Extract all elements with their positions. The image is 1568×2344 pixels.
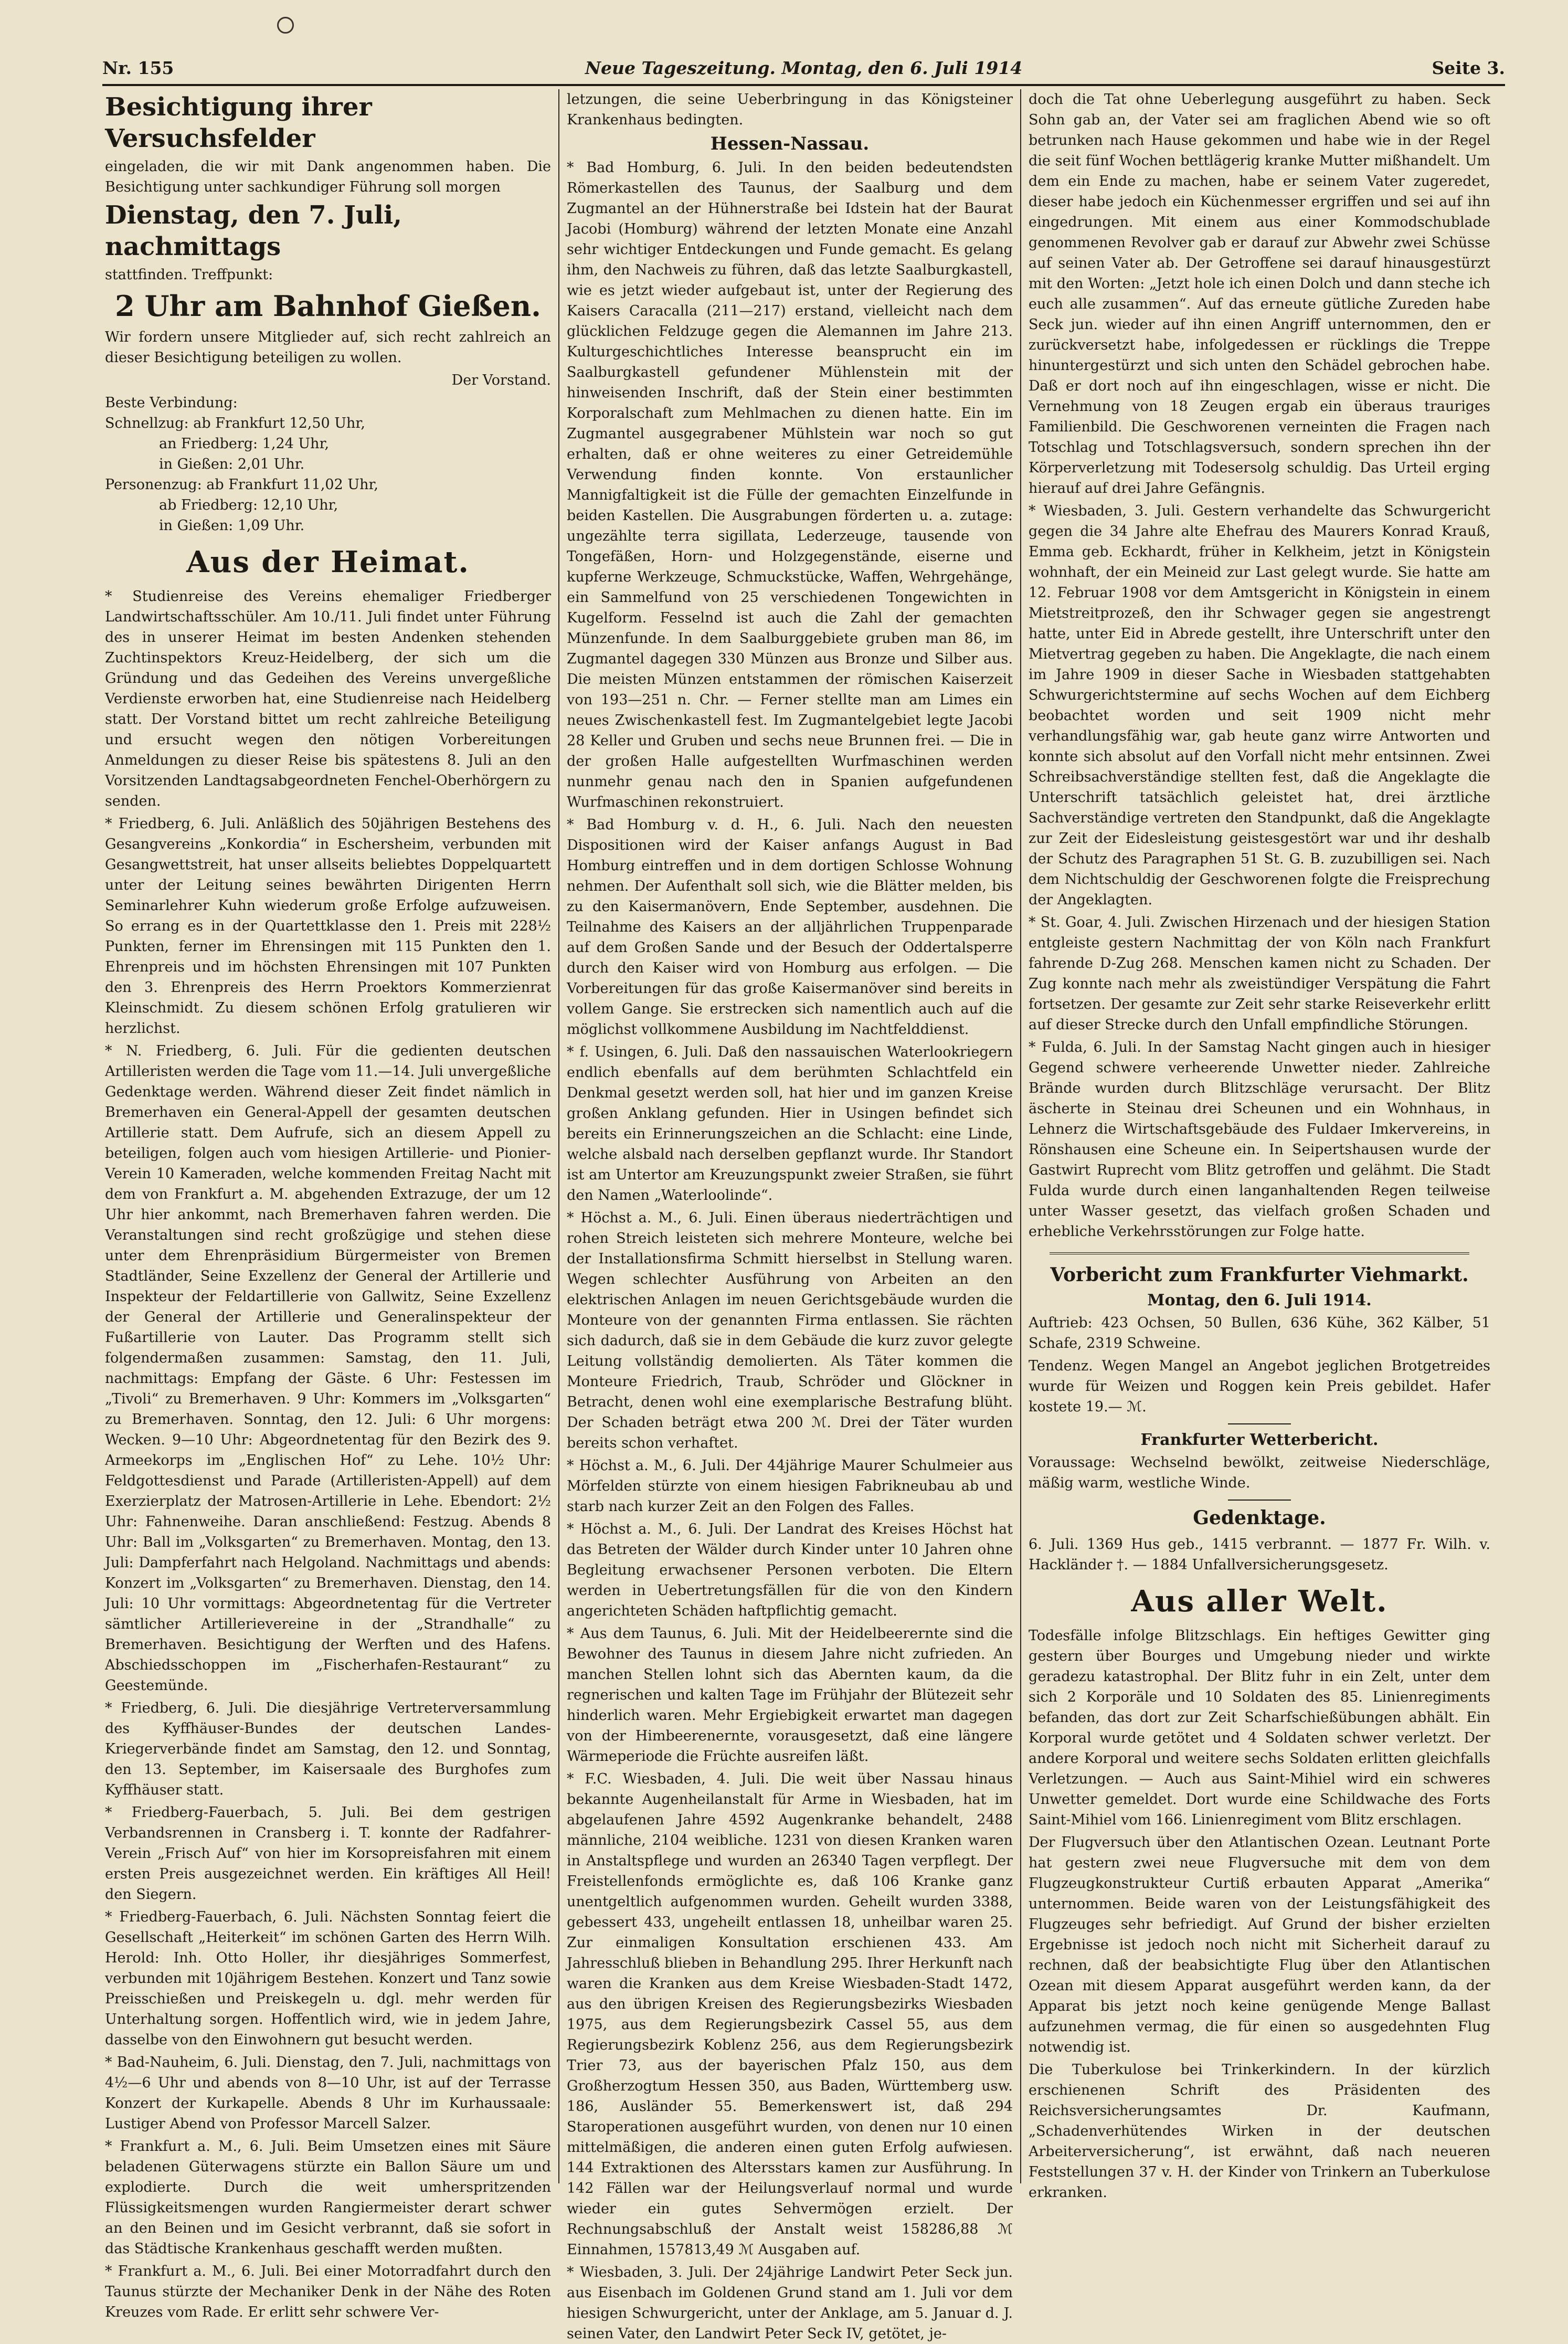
section-heading: Aus aller Welt. [1131, 1584, 1388, 1619]
article: * Höchst a. M., 6. Juli. Einen überaus niederträchtigen und rohen Streich leisteten sich mehrere Monteure, welche bei der Installationsfirma Schmitt hierselbst in Stellung waren. Wegen schlechter Ausführung von Arbeiten an den elektrischen Anlagen im neuen Gerichtsgebäude wurden die Monteure von der genannten Firma entlassen. Sie rächten sich dadurch, daß sie in dem Gebäude die kurz zuvor gelegte Leitung vollständig demolierten. Als Täter kommen die Monteure Friedrich, Traub, Schröder und Glöckner in Betracht, denen wohl eine exemplarische Bestrafung blüht. Der Schaden beträgt etwa 200 ℳ. Drei der Täter wurden bereits schon verhaftet. [567, 1210, 1013, 1451]
market-title: Vorbericht zum Frankfurter Viehmarkt. [1050, 1264, 1469, 1286]
divider [1228, 1500, 1291, 1501]
ad-text: eingeladen, die wir mit Dank angenommen haben. Die Besichtigung unter sachkundiger Führung soll morgen [105, 159, 551, 195]
ad-date: Dienstag, den 7. Juli, nachmittags [105, 200, 402, 261]
article: * Frankfurt a. M., 6. Juli. Beim Umsetzen eines mit Säure beladenen Güterwagens stürzte ein Ballon Säure um und explodierte. Durch die weit umherspritzenden Flüssigkeitsmengen wurden Rangiermeister derart schwer an den Beinen und im Gesicht verbrannt, daß sie sofort in das Städtische Krankenhaus geschafft werden mußten. [105, 2138, 551, 2257]
page-header [102, 58, 1505, 84]
anniversaries-text: 6. Juli. 1369 Hus geb., 1415 verbrannt. — 1877 Fr. Wilh. v. Hackländer †. — 1884 Unfallversicherungsgesetz. [1029, 1536, 1490, 1573]
market-tendency: Tendenz. Wegen Mangel an Angebot jeglichen Brotgetreides wurde für Weizen und Roggen kein Preis gebildet. Hafer kostete 19.— ℳ. [1029, 1358, 1490, 1415]
article: * Frankfurt a. M., 6. Juli. Bei einer Motorradfahrt durch den Taunus stürzte der Mechaniker Denk in der Nähe des Roten Kreuzes vom Rade. Er erlitt sehr schwere Ver- [105, 2263, 551, 2320]
ad-text: Wir fordern unsere Mitglieder auf, sich recht zahlreich an dieser Besichtigung beteiligen zu wollen. [105, 329, 551, 366]
ad-text: stattfinden. Treffpunkt: [105, 267, 273, 283]
ad-signature: Der Vorstand. [451, 372, 551, 388]
article: * N. Friedberg, 6. Juli. Für die gedienten deutschen Artilleristen werden die Tage vom 11.—14. Juli unvergeßliche Gedenktage werden. Während dieser Zeit findet nämlich in Bremerhaven ein General-Appell der gesamten deutschen Artillerie statt. Dem Aufrufe, sich an diesem Appell zu beteiligen, folgen auch vom hiesigen Artillerie- und Pionier-Verein 10 Kameraden, welche kommenden Freitag Nacht mit dem von Frankfurt a. M. abgehenden Extrazuge, der um 12 Uhr hier ankommt, nach Bremerhaven fahren werden. Die Veranstaltungen sind recht großzügige und stehen diese unter dem Ehrenpräsidium Bürgermeister von Bremen Stadtländer, Seine Exzellenz der General der Artillerie und Inspekteur der Feldartillerie von Gallwitz, Seine Exzellenz der General der Artillerie und Generalinspekteur der Fußartillerie von Lauter. Das Programm stellt sich folgendermaßen zusammen: Samstag, den 11. Juli, nachmittags: Empfang der Gäste. 6 Uhr: Festessen im „Tivoli“ zu Bremerhaven. 9 Uhr: Kommers im „Volksgarten“ zu Bremerhaven. Sonntag, den 12. Juli: 6 Uhr morgens: Wecken. 9—10 Uhr: Abgeordnetentag für den Bezirk des 9. Armeekorps im „Englischen Hof“ zu Lehe. 10½ Uhr: Feldgottesdienst und Parade (Artilleristen-Appell) auf dem Exerzierplatz der Matrosen-Artillerie in Lehe. Ebendort: 2½ Uhr: Fahnenweihe. Daran anschließend: Festzug. Abends 8 Uhr: Ball im „Volksgarten“ zu Bremerhaven. Montag, den 13. Juli: Dampferfahrt nach Helgoland. Nachmittags und abends: Konzert im „Volksgarten“ zu Bremerhaven. Dienstag, den 14. Juli: 10 Uhr vormittags: Abgeordnetentag für die Vertreter sämtlicher Artillerievereine in der „Strandhalle“ zu Bremerhaven. Besichtigung der Werften und des Hafens. Abschiedsschoppen im „Fischerhafen-Restaurant“ zu Geestemünde. [105, 1043, 551, 1694]
article: doch die Tat ohne Ueberlegung ausgeführt zu haben. Seck Sohn gab an, der Vater sei am fraglichen Abend wie so oft betrunken nach Hause gekommen und habe wie in der Regel die seit fünf Wochen bettlägerig kranke Mutter mißhandelt. Um dem ein Ende zu machen, habe er seinem Vater zugeredet, dieser habe jedoch ein Küchenmesser ergriffen und sei auf ihn eingedrungen. Mit einem aus einer Kommodschublade genommenen Revolver gab er darauf zur Abwehr zwei Schüsse auf seinen Vater ab. Der Getroffene sei darauf hinausgestürzt mit den Worten: „Jetzt hole ich einen Dolch und dann steche ich euch alle zusammen“. Auf das erneute gütliche Zureden habe Seck jun. wieder auf ihn einen Angriff unternommen, den er zurückversetzt habe, infolgedessen er rücklings die Treppe hinuntergestürzt und sich unten den Schädel gebrochen habe. Daß er dort noch auf ihn eingeschlagen, wisse er nicht. Die Vernehmung von 18 Zeugen ergab ein überaus trauriges Familienbild. Die Geschworenen verneinten die Fragen nach Totschlag und Totschlagsversuch, sondern sprechen ihn der Körperverletzung mit Todesersolg schuldig. Das Urteil erging hierauf auf drei Jahre Gefängnis. [1029, 91, 1490, 497]
article: * Friedberg, 6. Juli. Die diesjährige Vertreterversammlung des Kyffhäuser-Bundes der deutschen Landes-Kriegerverbände findet am Samstag, den 12. und Sonntag, den 13. September, im Kaisersaale des Burghofes zum Kyffhäuser statt. [105, 1700, 551, 1798]
article: * Bad-Nauheim, 6. Juli. Dienstag, den 7. Juli, nachmittags von 4½—6 Uhr und abends von 8—10 Uhr, ist auf der Terrasse Konzert der Kurkapelle. Abends 8 Uhr im Kurhaussaale: Lustiger Abend von Professor Marcell Salzer. [105, 2054, 551, 2132]
punch-hole [277, 17, 294, 34]
market-date: Montag, den 6. Juli 1914. [1147, 1291, 1372, 1310]
column-1 [105, 89, 551, 2320]
article: Todesfälle infolge Blitzschlags. Ein heftiges Gewitter ging gestern über Bourges und Umgebung nieder und wirkte geradezu katastrophal. Der Blitz fuhr in ein Zelt, unter dem sich 2 Korporäle und 10 Soldaten des 85. Linienregiments befanden, das dort zur Zeit Scharfschießübungen abhält. Ein Korporal wurde getötet und 4 Soldaten schwer verletzt. Der andere Korporal und weitere sechs Soldaten erlitten gleichfalls Verletzungen. — Auch aus Saint-Mihiel wird ein schweres Unwetter gemeldet. Dort wurde eine Schildwache des Forts Saint-Mihiel vom 166. Linienregiment vom Blitz erschlagen. [1029, 1628, 1490, 1828]
article: * f. Usingen, 6. Juli. Daß den nassauischen Waterlookriegern endlich ebenfalls auf dem berühmten Schlachtfeld ein Denkmal gesetzt werden soll, hat hier und im ganzen Kreise großen Anklang gefunden. Hier in Usingen befindet sich bereits ein Erinnerungszeichen an die Schlacht: eine Linde, welche alsbald nach derselben gepflanzt wurde. Ihr Standort ist am Untertor am Kreuzungspunkt zweier Straßen, sie führt den Namen „Waterloolinde“. [567, 1044, 1013, 1203]
region-heading: Hessen-Nassau. [710, 133, 870, 154]
column-divider [558, 89, 559, 2183]
article: * Bad Homburg, 6. Juli. In den beiden bedeutendsten Römerkastellen des Taunus, der Saalburg und dem Zugmantel an der Hühnerstraße bei Idstein hat der Baurat Jacobi (Homburg) während der letzten Monate eine Anzahl sehr wichtiger Entdeckungen und Funde gemacht. Es gelang ihm, den Nachweis zu führen, daß das letzte Saalburgkastell, wie es jetzt wieder aufgebaut ist, unter der Regierung des Kaisers Caracalla (211—217) erstand, vielleicht nach dem glücklichen Feldzuge gegen die Alemannen im Jahre 213. Kulturgeschichtliches Interesse beansprucht ein im Saalburgkastell gefundener Mühlenstein mit der hinweisenden Inschrift, daß der Stein einer bestimmten Korporalschaft zum Mehlmachen zu dienen hatte. Ein im Zugmantel ausgegrabener Mühlstein war noch so gut erhalten, daß er ohne weiteres zu einer Getreidemühle Verwendung finden konnte. Von erstaunlicher Mannigfaltigkeit ist die Fülle der gemachten Einzelfunde in beiden Kastellen. Die Ausgrabungen förderten u. a. zutage: ungezählte terra sigillata, Lederzeuge, tausende von Tongefäßen, Horn- und Holzgegenstände, eiserne und kupferne Werkzeuge, Schmuckstücke, Waffen, Wehrgehänge, ein Sammelfund von 25 verschiedenen Tongewichten in Kugelform. Fesselnd ist auch die Zahl der gemachten Münzenfunde. In dem Saalburggebiete gruben man 86, im Zugmantel dagegen 330 Münzen aus Bronze und Silber aus. Die meisten Münzen entstammen der römischen Kaiserzeit von 193—251 n. Chr. — Ferner stellte man am Limes ein neues Zwischenkastell fest. Im Zugmantelgebiet legte Jacobi 28 Keller und Gruben und sechs neue Brunnen frei. — Die in der großen Halle aufgestellten Wurfmaschinen werden nunmehr genau nach den in Spanien aufgefundenen Wurfmaschinen rekonstruiert. [567, 160, 1013, 810]
article: * Wiesbaden, 3. Juli. Der 24jährige Landwirt Peter Seck jun. aus Eisenbach im Goldenen Grund stand am 1. Juli vor dem hiesigen Schwurgericht, unter der Anklage, am 5. Januar d. J. seinen Vater, den Landwirt Peter Seck IV, getötet, je- [567, 2264, 1013, 2342]
masthead-title: Neue Tageszeitung. Montag, den 6. Juli 1914 [585, 58, 1023, 78]
column-3 [1029, 89, 1490, 2201]
page-number: Seite 3. [1432, 58, 1505, 78]
ad-meeting-point: 2 Uhr am Bahnhof Gießen. [115, 289, 541, 323]
article: * Fulda, 6. Juli. In der Samstag Nacht gingen auch in hiesiger Gegend schwere verheerende Unwetter nieder. Zahlreiche Brände wurden durch Blitzschläge verursacht. Der Blitz äscherte in Steinau drei Scheunen und ein Wohnhaus, in Lehnerz die Wirtschaftsgebäude des Fuldaer Imkervereins, in Rönshausen eine Scheune ein. In Seipertshausen wurde der Gastwirt Ruprecht vom Blitz getroffen und gelähmt. Die Stadt Fulda wurde durch einen langanhaltenden Regen teilweise unter Wasser gesetzt, das vielfach großen Schaden und erhebliche Verkehrsstörungen zur Folge hatte. [1029, 1039, 1490, 1240]
article: * Friedberg-Fauerbach, 5. Juli. Bei dem gestrigen Verbandsrennen in Cransberg i. T. konnte der Radfahrer-Verein „Frisch Auf“ von hier im Korsopreisfahren mit einem ersten Preis ausgezeichnet werden. Ein kräftiges All Heil! den Siegern. [105, 1804, 551, 1903]
article: * St. Goar, 4. Juli. Zwischen Hirzenach und der hiesigen Station entgleiste gestern Nachmittag der von Köln nach Frankfurt fahrende D-Zug 268. Menschen kamen nicht zu Schaden. Der Zug konnte nach mehr als zweistündiger Verspätung die Fahrt fortsetzen. Der gesamte zur Zeit sehr starke Reiseverkehr erlitt auf dieser Strecke durch den Unfall empfindliche Störungen. [1029, 914, 1490, 1033]
divider [1228, 1423, 1291, 1424]
column-2 [567, 89, 1013, 2342]
ad-title: Besichtigung ihrer Versuchsfelder [105, 92, 372, 153]
article: Der Flugversuch über den Atlantischen Ozean. Leutnant Porte hat gestern zwei neue Flugversuche mit dem von dem Flugzeugkonstrukteur Curtiß erbauten Apparat „Amerika“ unternommen. Beide waren von der Leistungsfähigkeit des Flugzeuges sehr befriedigt. Auf Grund der bisher erzielten Ergebnisse ist jedoch noch nicht mit Sicherheit darauf zu rechnen, daß der beabsichtigte Flug über den Atlantischen Ozean mit diesem Apparat ausgeführt werden kann, da der Apparat bis jetzt noch keine genügende Menge Ballast aufzunehmen vermag, die für einen so ausgedehnten Flug notwendig ist. [1029, 1834, 1490, 2055]
section-rule [1050, 1252, 1469, 1254]
article: Die Tuberkulose bei Trinkerkindern. In der kürzlich erschienenen Schrift des Präsidenten des Reichsversicherungsamtes Dr. Kaufmann, „Schadenverhütendes Wirken in der deutschen Arbeiterversicherung“, ist erwähnt, daß nach neueren Feststellungen 37 v. H. der Kinder von Trinkern an Tuberkulose erkranken. [1029, 2062, 1490, 2201]
article: * Wiesbaden, 3. Juli. Gestern verhandelte das Schwurgericht gegen die 34 Jahre alte Ehefrau des Maurers Konrad Krauß, Emma geb. Eckhardt, früher in Kelkheim, jetzt in Königstein wohnhaft, der ein Meineid zur Last gelegt wurde. Sie hatte am 12. Februar 1908 vor dem Amtsgericht in Königstein in einem Mietstreitprozeß, den ihr Schwager gegen sie angestrengt hatte, unter Eid in Abrede gestellt, ihre Unterschrift unter den Mietvertrag gegeben zu haben. Die Angeklagte, die nach einem im Jahre 1909 in dieser Sache in Wiesbaden stattgehabten Schwurgerichtstermine auf sechs Wochen auf dem Eichberg beobachtet worden und seit 1909 nicht mehr verhandlungsfähig war, gab heute ganz wirre Antworten und konnte sich absolut auf den Vorfall nicht mehr entsinnen. Zwei Schreibsachverständige stellten fest, daß die Angeklagte die Unterschrift tatsächlich geleistet hat, drei ärztliche Sachverständige vertreten den Standpunkt, daß die Angeklagte zur Zeit der Eidesleistung geistesgestört war und ihr deshalb der Schutz des Paragraphen 51 St. G. B. zuzubilligen sei. Nach dem Nichtschuldig der Geschworenen folgte die Freisprechung der Angeklagten. [1029, 503, 1490, 908]
article: * Aus dem Taunus, 6. Juli. Mit der Heidelbeerernte sind die Bewohner des Taunus in diesem Jahre nicht zufrieden. An manchen Stellen lohnt sich das Abernten kaum, da die regnerischen und kalten Tage im Frühjahr der Blütezeit sehr hinderlich waren. Mehr Ergiebigkeit erwartet man dagegen von der Himbeerenernte, vorausgesetzt, daß eine längere Wärmeperiode die Früchte ausreifen läßt. [567, 1625, 1013, 1765]
header-rule [102, 84, 1505, 86]
article: letzungen, die seine Ueberbringung in das Königsteiner Krankenhaus bedingten. [567, 91, 1013, 128]
article: * Friedberg-Fauerbach, 6. Juli. Nächsten Sonntag feiert die Gesellschaft „Heiterkeit“ im schönen Garten des Herrn Wilh. Herold: Inh. Otto Holler, ihr diesjähriges Sommerfest, verbunden mit 10jährigem Bestehen. Konzert und Tanz sowie Preisschießen und Preiskegeln u. dgl. mehr werden für Unterhaltung sorgen. Hoffentlich wird, wie in jedem Jahre, dasselbe von den Einwohnern gut besucht werden. [105, 1909, 551, 2048]
article: * F.C. Wiesbaden, 4. Juli. Die weit über Nassau hinaus bekannte Augenheilanstalt für Arme in Wiesbaden, hat im abgelaufenen Jahre 4592 Augenkranke behandelt, 2488 männliche, 2104 weibliche. 1231 von diesen Kranken waren in Anstaltspflege und wurden an 26340 Tagen verpflegt. Der Freistellenfonds ermöglichte es, daß 106 Kranke ganz unentgeltlich aufgenommen wurden. Geheilt wurden 3388, gebessert 433, ungeheilt entlassen 18, unheilbar waren 25. Zur einmaligen Konsultation erschienen 433. Am Jahresschluß blieben in Behandlung 295. Ihrer Herkunft nach waren die Kranken aus dem Kreise Wiesbaden-Stadt 1472, aus den übrigen Kreisen des Regierungsbezirks Wiesbaden 1975, aus dem Regierungsbezirk Cassel 55, aus dem Regierungsbezirk Koblenz 256, aus dem Regierungsbezirk Trier 73, aus der bayerischen Pfalz 150, aus dem Großherzogtum Hessen 350, aus Baden, Württemberg usw. 186, Ausländer 55. Bemerkenswert ist, daß 294 Staroperationen ausgeführt wurden, von denen nur 10 einen mittelmäßigen, die anderen einen guten Erfolg aufwiesen. 144 Extraktionen des Altersstars kamen zur Ausführung. In 142 Fällen war der Heilungsverlauf normal und wurde wieder ein gutes Sehvermögen erzielt. Der Rechnungsabschluß der Anstalt weist 158286,88 ℳ Einnahmen, 157813,49 ℳ Ausgaben auf. [567, 1771, 1013, 2258]
train-connections: Beste Verbindung: Schnellzug: ab Frankfurt 12,50 Uhr, an Friedberg: 1,24 Uhr, in Gießen: 2,01 Uhr. Personenzug: ab Frankfurt 11,02 Uhr, ab Friedberg: 12,10 Uhr, in Gießen: 1,09 Uhr. [105, 395, 379, 534]
article: * Bad Homburg v. d. H., 6. Juli. Nach den neuesten Dispositionen wird der Kaiser anfangs August in Bad Homburg eintreffen und in dem dortigen Schlosse Wohnung nehmen. Der Aufenthalt soll sich, wie die Blätter melden, bis zu den Kaisermanövern, Ende September, ausdehnen. Die Teilnahme des Kaisers an der alljährlichen Truppenparade auf dem Großen Sande und der Besuch der Oddertalsperre durch den Kaiser wird von Homburg aus erfolgen. — Die Vorbereitungen für das große Kaisermanöver sind bereits in vollem Gange. Sie erstrecken sich namentlich auch auf die möglichst vollkommene Ausbildung im Nachtfelddienst. [567, 817, 1013, 1038]
anniversaries-title: Gedenktage. [1193, 1507, 1326, 1529]
weather-title: Frankfurter Wetterbericht. [1140, 1431, 1379, 1449]
column-divider [1020, 89, 1021, 2183]
article: * Friedberg, 6. Juli. Anläßlich des 50jährigen Bestehens des Gesangvereins „Konkordia“ in Eschersheim, verbunden mit Gesangwettstreit, hat unser allseits beliebtes Doppelquartett unter der Leitung seines bewährten Dirigenten Herrn Seminarlehrer Kuhn wiederum große Erfolge aufzuweisen. So errang es in der Quartettklasse den 1. Preis mit 228½ Punkten, ferner im Ehrensingen mit 115 Punkten den 1. Ehrenpreis und im höchsten Ehrensingen mit 107 Punkten den 3. Ehrenpreis des Herrn Proektors Kommerzienrat Kleinschmidt. Zu diesem schönen Erfolg gratulieren wir herzlichst. [105, 816, 551, 1037]
issue-number: Nr. 155 [102, 58, 174, 78]
article: * Studienreise des Vereins ehemaliger Friedberger Landwirtschaftsschüler. Am 10./11. Juli findet unter Führung des in unserer Heimat im besten Andenken stehenden Zuchtinspektors Kreuz-Heidelberg, der sich um die Gründung und das Gedeihen des Vereins unvergeßliche Verdienste erworben hat, eine Studienreise nach Heidelberg statt. Der Vorstand bittet um recht zahlreiche Beteiligung und ersucht wegen den nötigen Vorbereitungen Anmeldungen zu dieser Reise bis spätestens 8. Juli an den Vorsitzenden Landtagsabgeordneten Fenchel-Oberhörgern zu senden. [105, 588, 551, 809]
article: * Höchst a. M., 6. Juli. Der 44jährige Maurer Schulmeier aus Mörfelden stürzte von einem hiesigen Fabrikneubau ab und starb nach kurzer Zeit an den Folgen des Falles. [567, 1458, 1013, 1515]
market-text: Auftrieb: 423 Ochsen, 50 Bullen, 636 Kühe, 362 Kälber, 51 Schafe, 2319 Schweine. [1029, 1315, 1490, 1352]
section-heading: Aus der Heimat. [186, 545, 470, 579]
weather-text: Voraussage: Wechselnd bewölkt, zeitweise Niederschläge, mäßig warm, westliche Winde. [1029, 1454, 1490, 1491]
article: * Höchst a. M., 6. Juli. Der Landrat des Kreises Höchst hat das Betreten der Wälder durch Kinder unter 10 Jahren ohne Begleitung erwachsener Personen verboten. Die Eltern werden in Uebertretungsfällen für die von den Kindern angerichteten Schäden haftpflichtig gemacht. [567, 1521, 1013, 1619]
